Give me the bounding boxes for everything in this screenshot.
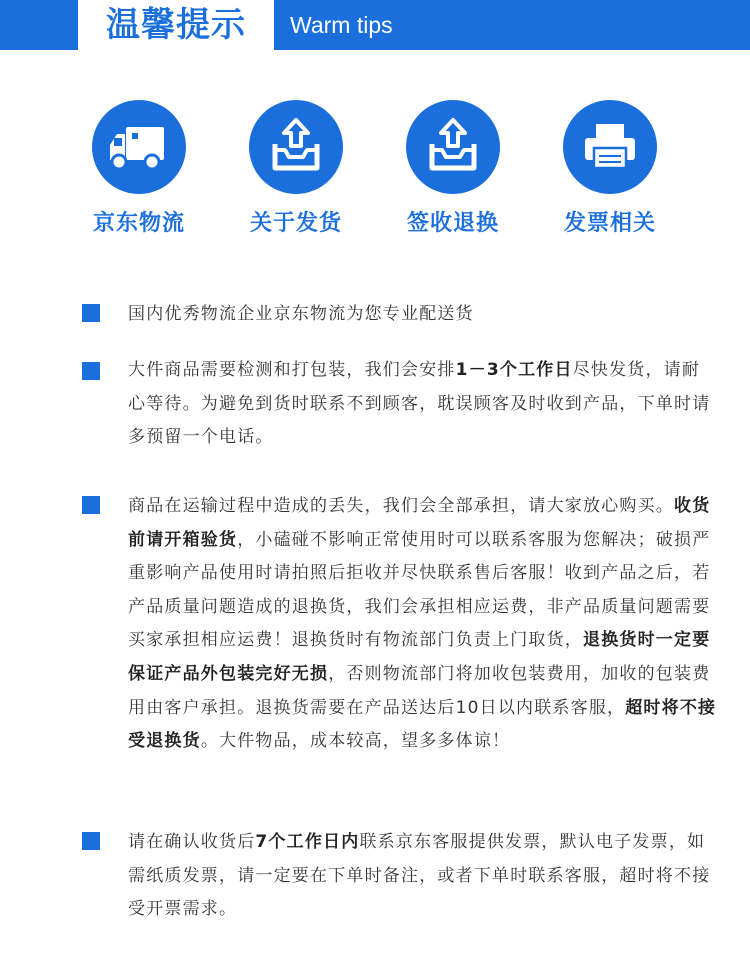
emphasis-text: 超时将不接受退换货 bbox=[128, 697, 717, 752]
tip-text bbox=[128, 298, 718, 332]
service-label: 发票相关 bbox=[563, 211, 656, 236]
tip-text bbox=[128, 354, 718, 455]
service-label: 关于发货 bbox=[249, 211, 342, 236]
page-subtitle: Warm tips bbox=[290, 12, 393, 38]
body-text: ，小磕碰不影响正常使用时可以联系客服为您解决；破损严重影响产品使用时请拍照后拒收并尽快联系售后客服！收到产品之后，若产品质量问题造成的退换货，我们会承担相应运费，非产品质量问题需要买家承担相应运费！退换货时有物流部门负责上门取货， bbox=[128, 529, 711, 651]
header-right-bar bbox=[274, 0, 750, 50]
emphasis-text: 收货前请开箱验货 bbox=[128, 496, 711, 550]
emphasis-text: 退换货时一定要保证产品外包装完好无损 bbox=[128, 630, 711, 684]
emphasis-text: 7个工作日内 bbox=[255, 832, 360, 852]
truck-icon bbox=[92, 100, 186, 194]
inbox-upload-icon bbox=[249, 100, 343, 194]
tip-text bbox=[128, 490, 718, 759]
page-title: 温馨提示 bbox=[78, 0, 274, 50]
printer-icon bbox=[563, 100, 657, 194]
body-text: ，否则物流部门将加收包装费用，加收的包装费用由客户承担。退换货需要在产品送达后10日以内联系客服， bbox=[128, 663, 711, 718]
service-item-returns bbox=[383, 100, 523, 250]
inbox-upload-icon bbox=[406, 100, 500, 194]
service-item-shipping bbox=[226, 100, 366, 250]
body-text: 商品在运输过程中造成的丢失，我们会全部承担，请大家放心购买。 bbox=[128, 496, 674, 516]
service-icons bbox=[0, 100, 750, 250]
tip-text bbox=[128, 826, 718, 927]
body-text: 请在确认收货后 bbox=[128, 832, 256, 852]
bullet-square-icon bbox=[82, 496, 100, 514]
bullet-square-icon bbox=[82, 362, 100, 380]
service-item-invoice bbox=[540, 100, 680, 250]
body-text: 大件商品需要检测和打包装，我们会安排 bbox=[128, 360, 456, 380]
body-text: 联系京东客服提供发票，默认电子发票，如需纸质发票，请一定要在下单时备注，或者下单时联系客服，超时将不接受开票需求。 bbox=[128, 832, 711, 920]
emphasis-text: 1－3个工作日 bbox=[455, 360, 573, 380]
body-text: 。大件物品，成本较高，望多多体谅！ bbox=[200, 731, 511, 752]
service-item-logistics bbox=[69, 100, 209, 250]
service-label: 签收退换 bbox=[406, 211, 499, 236]
header-left-bar bbox=[0, 0, 78, 50]
header-banner bbox=[0, 0, 750, 50]
body-text: 尽快发货，请耐心等待。为避免到货时联系不到顾客，耽误顾客及时收到产品，下单时请多预留一个电话。 bbox=[128, 360, 711, 448]
service-label: 京东物流 bbox=[92, 211, 185, 236]
bullet-square-icon bbox=[82, 832, 100, 850]
bullet-square-icon bbox=[82, 304, 100, 322]
body-text: 国内优秀物流企业京东物流为您专业配送货 bbox=[128, 304, 474, 324]
